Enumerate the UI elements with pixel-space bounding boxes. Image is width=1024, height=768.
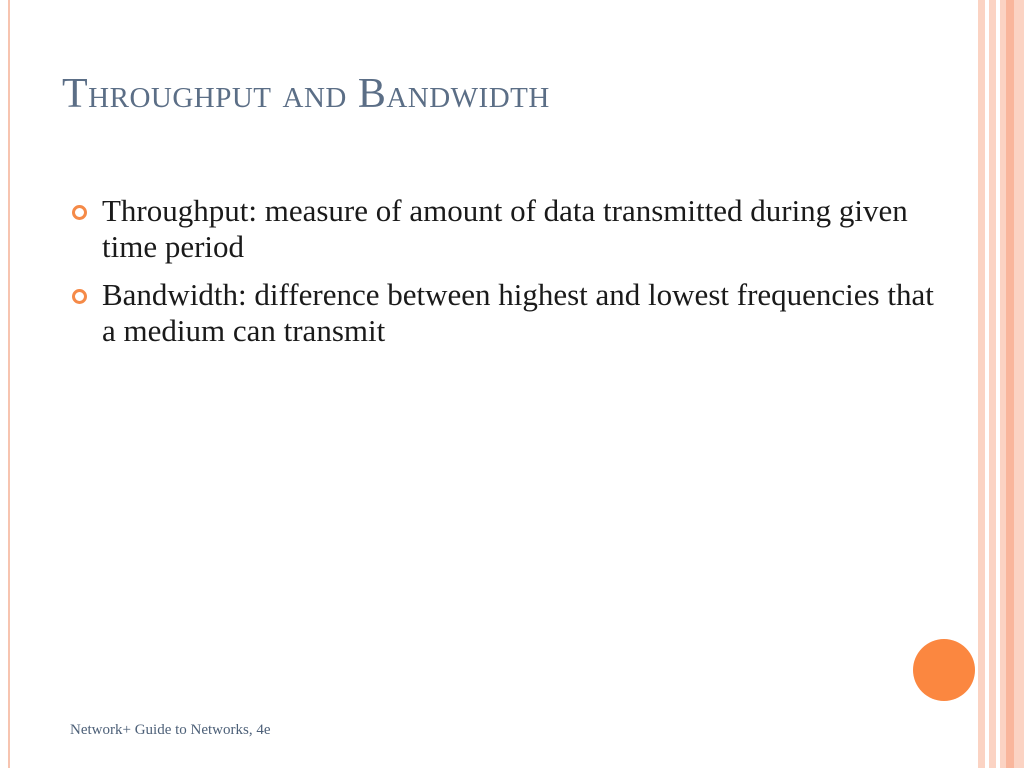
bullet-list [70,193,950,361]
bullet-ring-icon [72,205,87,220]
left-border-line [8,0,10,768]
right-stripe-dark [1006,0,1014,768]
orange-circle-decoration [913,639,975,701]
right-stripe-light-2 [996,0,1000,768]
bullet-item-throughput [70,193,950,265]
bullet-text: Throughput: measure of amount of data transmitted during given time period [102,193,908,264]
bullet-text: Bandwidth: difference between highest and lowest frequencies that a medium can transmit [102,277,934,348]
right-stripe-light-1 [985,0,989,768]
bullet-item-bandwidth [70,277,950,349]
slide-title: Throughput and Bandwidth [62,71,550,117]
slide-footer: Network+ Guide to Networks, 4e [70,722,271,738]
bullet-ring-icon [72,289,87,304]
